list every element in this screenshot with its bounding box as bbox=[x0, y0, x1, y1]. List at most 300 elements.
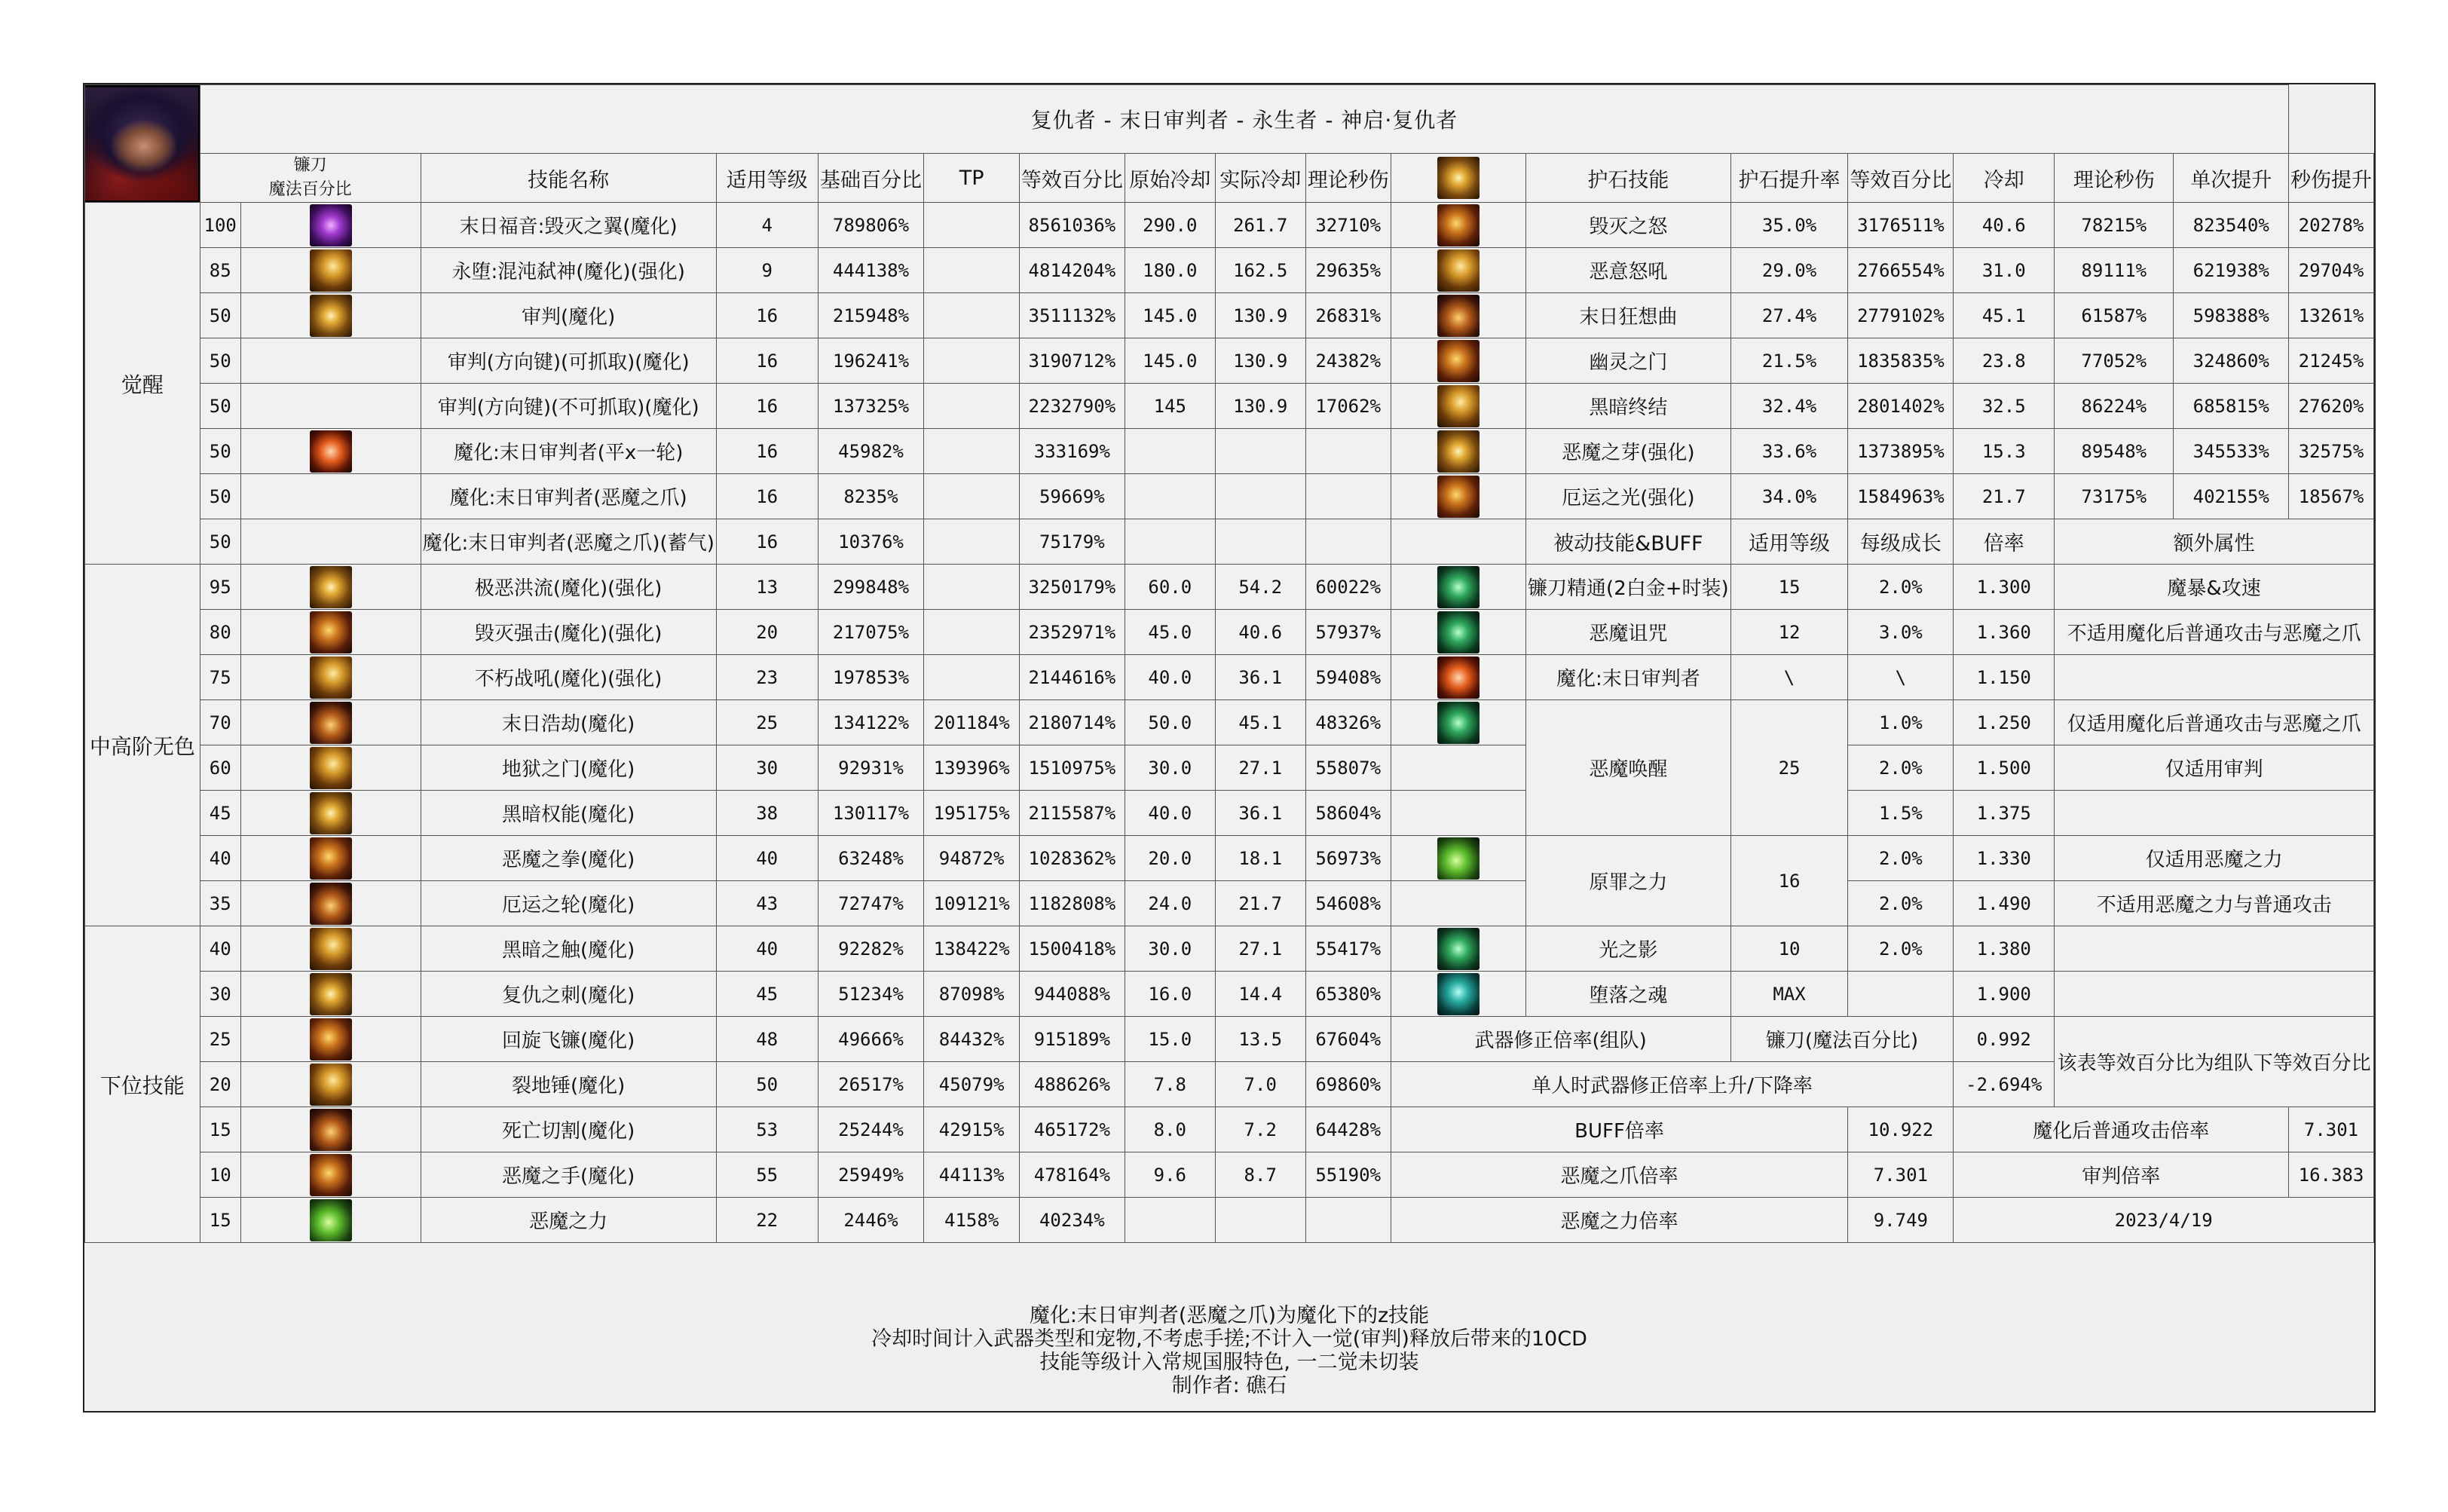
table-row bbox=[85, 926, 2374, 972]
hell-gate-icon bbox=[310, 747, 352, 789]
skill-dps: 67604% bbox=[1305, 1017, 1391, 1062]
passive-extra: 仅适用恶魔之力 bbox=[2055, 836, 2374, 881]
skill-base: 8235% bbox=[818, 474, 924, 519]
skill-tp bbox=[924, 519, 1019, 565]
skill-tp: 87098% bbox=[924, 972, 1019, 1017]
buff-rate-value: 10.922 bbox=[1848, 1107, 1954, 1152]
passive-extra bbox=[2055, 972, 2374, 1017]
demon-awaken-icon bbox=[1437, 702, 1480, 744]
claw-rate-value: 7.301 bbox=[1848, 1152, 1954, 1198]
skill-pct: 10 bbox=[200, 1152, 240, 1198]
claw-rate-label: 恶魔之爪倍率 bbox=[1391, 1152, 1848, 1198]
skill-ocd bbox=[1125, 474, 1215, 519]
skill-dps: 57937% bbox=[1305, 610, 1391, 655]
table-row bbox=[85, 1152, 2374, 1198]
skill-dps: 54608% bbox=[1305, 881, 1391, 926]
rune-gain: 18567% bbox=[2289, 474, 2374, 519]
awakening-wing-icon bbox=[310, 204, 352, 246]
skill-name: 魔化:末日审判者(平x一轮) bbox=[421, 429, 716, 474]
passive-name: 恶魔唤醒 bbox=[1526, 700, 1731, 836]
skill-pct: 50 bbox=[200, 519, 240, 565]
dark-end-icon bbox=[1437, 385, 1480, 427]
skill-dps: 65380% bbox=[1305, 972, 1391, 1017]
skill-ocd: 30.0 bbox=[1125, 745, 1215, 791]
skill-level: 48 bbox=[716, 1017, 818, 1062]
table-row bbox=[85, 1017, 2374, 1062]
skill-pct: 20 bbox=[200, 1062, 240, 1107]
rune-cd: 32.5 bbox=[1954, 384, 2055, 429]
skill-pct: 15 bbox=[200, 1107, 240, 1152]
skill-name: 审判(方向键)(可抓取)(魔化) bbox=[421, 338, 716, 384]
skill-icon-cell bbox=[240, 293, 421, 338]
doom-judge-icon bbox=[310, 430, 352, 473]
skill-rcd: 36.1 bbox=[1215, 791, 1305, 836]
normal-rate-label: 魔化后普通攻击倍率 bbox=[1954, 1107, 2289, 1152]
rune-cd: 15.3 bbox=[1954, 429, 2055, 474]
death-cut-icon bbox=[310, 1109, 352, 1151]
header-skill-name: 技能名称 bbox=[421, 154, 716, 203]
skill-equiv: 2180714% bbox=[1019, 700, 1125, 745]
rune-gain: 21245% bbox=[2289, 338, 2374, 384]
skill-dps bbox=[1305, 1198, 1391, 1243]
passive-extra bbox=[2055, 926, 2374, 972]
skill-pct: 50 bbox=[200, 293, 240, 338]
skill-level: 38 bbox=[716, 791, 818, 836]
evil-flood-icon bbox=[310, 566, 352, 608]
skill-rcd: 27.1 bbox=[1215, 745, 1305, 791]
doom-wheel-icon bbox=[310, 883, 352, 925]
table-row bbox=[85, 519, 2374, 565]
skill-pct: 50 bbox=[200, 429, 240, 474]
passive-growth: 2.0% bbox=[1848, 745, 1954, 791]
passive-level: 12 bbox=[1730, 610, 1848, 655]
skill-rcd: 162.5 bbox=[1215, 248, 1305, 293]
rune-icon-cell bbox=[1391, 429, 1525, 474]
rune-rate: 34.0% bbox=[1730, 474, 1848, 519]
skill-pct: 85 bbox=[200, 248, 240, 293]
rune-name: 毁灭之怒 bbox=[1526, 203, 1731, 248]
skill-level: 43 bbox=[716, 881, 818, 926]
weapon-fix-value: 0.992 bbox=[1954, 1017, 2055, 1062]
rune-gain: 13261% bbox=[2289, 293, 2374, 338]
skill-tp bbox=[924, 384, 1019, 429]
passive-extra: 不适用魔化后普通攻击与恶魔之爪 bbox=[2055, 610, 2374, 655]
skill-icon-cell bbox=[240, 700, 421, 745]
skill-ocd: 9.6 bbox=[1125, 1152, 1215, 1198]
skill-icon-cell bbox=[240, 926, 421, 972]
table-row bbox=[85, 836, 2374, 881]
skill-pct: 25 bbox=[200, 1017, 240, 1062]
rune-single: 402155% bbox=[2174, 474, 2289, 519]
table-row bbox=[85, 655, 2374, 700]
skill-equiv: 478164% bbox=[1019, 1152, 1125, 1198]
skill-icon-cell bbox=[240, 836, 421, 881]
chaos-god-icon bbox=[310, 249, 352, 292]
skill-tp: 94872% bbox=[924, 836, 1019, 881]
rune-dps: 86224% bbox=[2055, 384, 2174, 429]
demonize-icon bbox=[1437, 657, 1480, 699]
skill-ocd bbox=[1125, 519, 1215, 565]
rune-cd: 45.1 bbox=[1954, 293, 2055, 338]
skill-equiv: 3190712% bbox=[1019, 338, 1125, 384]
skill-pct: 40 bbox=[200, 926, 240, 972]
skill-level: 16 bbox=[716, 474, 818, 519]
rune-single: 598388% bbox=[2174, 293, 2289, 338]
header-base-pct: 基础百分比 bbox=[818, 154, 924, 203]
weapon-fix-single-value: -2.694% bbox=[1954, 1062, 2055, 1107]
rune-icon-cell bbox=[1391, 248, 1525, 293]
skill-base: 299848% bbox=[818, 565, 924, 610]
passive-icon-cell bbox=[1391, 610, 1525, 655]
skill-rcd: 130.9 bbox=[1215, 293, 1305, 338]
skill-level: 25 bbox=[716, 700, 818, 745]
skill-ocd: 60.0 bbox=[1125, 565, 1215, 610]
skill-level: 55 bbox=[716, 1152, 818, 1198]
passive-rate: 1.300 bbox=[1954, 565, 2055, 610]
skill-rcd: 130.9 bbox=[1215, 384, 1305, 429]
skill-name: 死亡切割(魔化) bbox=[421, 1107, 716, 1152]
skill-tp: 84432% bbox=[924, 1017, 1019, 1062]
skill-pct: 75 bbox=[200, 655, 240, 700]
rune-emblem-icon bbox=[1437, 157, 1480, 199]
header-tp: TP bbox=[924, 154, 1019, 203]
wrath-icon bbox=[1437, 204, 1480, 246]
passive-icon-cell-empty bbox=[1391, 881, 1525, 926]
skill-equiv: 333169% bbox=[1019, 429, 1125, 474]
table-row bbox=[85, 1062, 2374, 1107]
header-orig-cd: 原始冷却 bbox=[1125, 154, 1215, 203]
skill-table bbox=[84, 84, 2374, 1243]
skill-equiv: 40234% bbox=[1019, 1198, 1125, 1243]
skill-name: 永堕:混沌弑神(魔化)(强化) bbox=[421, 248, 716, 293]
header-rune-single: 单次提升 bbox=[2174, 154, 2289, 203]
skill-icon-cell bbox=[240, 1017, 421, 1062]
skill-dps: 69860% bbox=[1305, 1062, 1391, 1107]
rune-icon-cell bbox=[1391, 384, 1525, 429]
category-low: 下位技能 bbox=[85, 926, 200, 1243]
passive-growth bbox=[1848, 972, 1954, 1017]
skill-base: 92282% bbox=[818, 926, 924, 972]
war-roar-icon bbox=[310, 657, 352, 699]
skill-icon-cell bbox=[240, 1198, 421, 1243]
table-row bbox=[85, 1198, 2374, 1243]
skill-dps: 32710% bbox=[1305, 203, 1391, 248]
skill-equiv: 1028362% bbox=[1019, 836, 1125, 881]
skill-pct: 35 bbox=[200, 881, 240, 926]
passive-rate: 1.375 bbox=[1954, 791, 2055, 836]
skill-name: 黑暗权能(魔化) bbox=[421, 791, 716, 836]
header-theory-dps: 理论秒伤 bbox=[1305, 154, 1391, 203]
rune-gain: 27620% bbox=[2289, 384, 2374, 429]
skill-tp: 109121% bbox=[924, 881, 1019, 926]
skill-rcd: 45.1 bbox=[1215, 700, 1305, 745]
power-rate-label: 恶魔之力倍率 bbox=[1391, 1198, 1848, 1243]
weapon-fix-label: 武器修正倍率(组队) bbox=[1391, 1017, 1730, 1062]
scythe-mastery-icon bbox=[1437, 566, 1480, 608]
dark-touch-icon bbox=[310, 928, 352, 970]
rune-dps: 89548% bbox=[2055, 429, 2174, 474]
skill-ocd: 145.0 bbox=[1125, 338, 1215, 384]
skill-base: 130117% bbox=[818, 791, 924, 836]
header-rune-skill: 护石技能 bbox=[1526, 154, 1731, 203]
skill-ocd: 145.0 bbox=[1125, 293, 1215, 338]
skill-pct: 45 bbox=[200, 791, 240, 836]
skill-name: 末日福音:毁灭之翼(魔化) bbox=[421, 203, 716, 248]
skill-equiv: 2232790% bbox=[1019, 384, 1125, 429]
skill-ocd: 45.0 bbox=[1125, 610, 1215, 655]
sin-power-icon bbox=[1437, 837, 1480, 880]
skill-name: 恶魔之力 bbox=[421, 1198, 716, 1243]
skill-name: 审判(方向键)(不可抓取)(魔化) bbox=[421, 384, 716, 429]
skill-name: 回旋飞镰(魔化) bbox=[421, 1017, 716, 1062]
skill-tp bbox=[924, 565, 1019, 610]
rune-rate: 32.4% bbox=[1730, 384, 1848, 429]
skill-ocd bbox=[1125, 1198, 1215, 1243]
skill-dps: 29635% bbox=[1305, 248, 1391, 293]
table-row bbox=[85, 1107, 2374, 1152]
passive-level: MAX bbox=[1730, 972, 1848, 1017]
skill-rcd bbox=[1215, 1198, 1305, 1243]
passive-rate: 1.150 bbox=[1954, 655, 2055, 700]
passive-extra bbox=[2055, 655, 2374, 700]
skill-dps: 26831% bbox=[1305, 293, 1391, 338]
rune-cd: 31.0 bbox=[1954, 248, 2055, 293]
power-rate-value: 9.749 bbox=[1848, 1198, 1954, 1243]
rune-icon-cell bbox=[1391, 203, 1525, 248]
skill-ocd: 290.0 bbox=[1125, 203, 1215, 248]
skill-ocd: 30.0 bbox=[1125, 926, 1215, 972]
table-row bbox=[85, 791, 2374, 836]
passive-growth: 1.0% bbox=[1848, 700, 1954, 745]
skill-icon-cell bbox=[240, 655, 421, 700]
skill-equiv: 1500418% bbox=[1019, 926, 1125, 972]
skill-icon-cell bbox=[240, 429, 421, 474]
skill-base: 10376% bbox=[818, 519, 924, 565]
roar-icon bbox=[1437, 249, 1480, 292]
skill-tp: 139396% bbox=[924, 745, 1019, 791]
skill-tp bbox=[924, 474, 1019, 519]
skill-tp: 42915% bbox=[924, 1107, 1019, 1152]
judge-rate-value: 16.383 bbox=[2289, 1152, 2374, 1198]
skill-equiv: 2144616% bbox=[1019, 655, 1125, 700]
damage-sheet bbox=[83, 83, 2376, 1413]
skill-pct: 30 bbox=[200, 972, 240, 1017]
doom-calamity-icon bbox=[310, 702, 352, 744]
skill-icon-cell bbox=[240, 745, 421, 791]
skill-pct: 95 bbox=[200, 565, 240, 610]
skill-name: 复仇之刺(魔化) bbox=[421, 972, 716, 1017]
skill-icon-cell bbox=[240, 791, 421, 836]
footer-note: 冷却时间计入武器类型和宠物,不考虑手搓;不计入一觉(审判)释放后带来的10CD bbox=[871, 1327, 1587, 1351]
passive-extra: 仅适用审判 bbox=[2055, 745, 2374, 791]
skill-base: 196241% bbox=[818, 338, 924, 384]
skill-rcd: 7.0 bbox=[1215, 1062, 1305, 1107]
skill-name: 地狱之门(魔化) bbox=[421, 745, 716, 791]
skill-ocd: 8.0 bbox=[1125, 1107, 1215, 1152]
table-row bbox=[85, 745, 2374, 791]
skill-base: 134122% bbox=[818, 700, 924, 745]
rune-rate: 33.6% bbox=[1730, 429, 1848, 474]
passive-growth: \ bbox=[1848, 655, 1954, 700]
skill-pct: 50 bbox=[200, 384, 240, 429]
rune-equiv: 3176511% bbox=[1848, 203, 1954, 248]
dark-scepter-icon bbox=[310, 792, 352, 834]
fallen-soul-icon bbox=[1437, 973, 1480, 1015]
skill-base: 444138% bbox=[818, 248, 924, 293]
rune-rate: 27.4% bbox=[1730, 293, 1848, 338]
skill-icon-cell bbox=[240, 1152, 421, 1198]
skill-equiv: 2115587% bbox=[1019, 791, 1125, 836]
skill-level: 22 bbox=[716, 1198, 818, 1243]
passive-growth: 1.5% bbox=[1848, 791, 1954, 836]
weapon-fix-type: 镰刀(魔法百分比) bbox=[1730, 1017, 1954, 1062]
skill-name: 不朽战吼(魔化)(强化) bbox=[421, 655, 716, 700]
skill-level: 23 bbox=[716, 655, 818, 700]
skill-dps: 56973% bbox=[1305, 836, 1391, 881]
rune-icon-cell bbox=[1391, 338, 1525, 384]
skill-name: 末日浩劫(魔化) bbox=[421, 700, 716, 745]
passive-rate: 1.330 bbox=[1954, 836, 2055, 881]
skill-icon-cell bbox=[240, 881, 421, 926]
doom-light-icon bbox=[1437, 476, 1480, 518]
rhapsody-icon bbox=[1437, 295, 1480, 337]
rune-name: 幽灵之门 bbox=[1526, 338, 1731, 384]
skill-name: 恶魔之手(魔化) bbox=[421, 1152, 716, 1198]
passive-level: 10 bbox=[1730, 926, 1848, 972]
skill-pct: 50 bbox=[200, 474, 240, 519]
rune-gain: 29704% bbox=[2289, 248, 2374, 293]
passive-icon-cell bbox=[1391, 972, 1525, 1017]
skill-tp bbox=[924, 293, 1019, 338]
skill-level: 40 bbox=[716, 836, 818, 881]
skill-tp: 44113% bbox=[924, 1152, 1019, 1198]
skill-level: 16 bbox=[716, 384, 818, 429]
skill-base: 197853% bbox=[818, 655, 924, 700]
skill-level: 50 bbox=[716, 1062, 818, 1107]
skill-pct: 15 bbox=[200, 1198, 240, 1243]
demon-hand-icon bbox=[310, 1154, 352, 1196]
demon-curse-icon bbox=[1437, 611, 1480, 653]
footer-note: 技能等级计入常规国服特色, 一二觉未切装 bbox=[1039, 1351, 1419, 1374]
skill-icon-cell bbox=[240, 248, 421, 293]
skill-rcd: 27.1 bbox=[1215, 926, 1305, 972]
passive-level: 15 bbox=[1730, 565, 1848, 610]
skill-level: 16 bbox=[716, 338, 818, 384]
skill-dps: 24382% bbox=[1305, 338, 1391, 384]
skill-level: 53 bbox=[716, 1107, 818, 1152]
table-row bbox=[85, 972, 2374, 1017]
skill-base: 26517% bbox=[818, 1062, 924, 1107]
skill-icon-cell bbox=[240, 565, 421, 610]
skill-name: 魔化:末日审判者(恶魔之爪) bbox=[421, 474, 716, 519]
rune-single: 345533% bbox=[2174, 429, 2289, 474]
skill-dps: 55807% bbox=[1305, 745, 1391, 791]
skill-tp: 4158% bbox=[924, 1198, 1019, 1243]
passive-level: 25 bbox=[1730, 700, 1848, 836]
header-passive-skill: 被动技能&BUFF bbox=[1526, 519, 1731, 565]
skill-base: 63248% bbox=[818, 836, 924, 881]
skill-dps: 48326% bbox=[1305, 700, 1391, 745]
demon-power-icon bbox=[310, 1199, 352, 1241]
passive-icon-cell bbox=[1391, 926, 1525, 972]
passive-icon-cell-empty bbox=[1391, 745, 1525, 791]
rune-cd: 23.8 bbox=[1954, 338, 2055, 384]
header-rune-dps: 理论秒伤 bbox=[2055, 154, 2174, 203]
rune-dps: 78215% bbox=[2055, 203, 2174, 248]
header-equiv-pct: 等效百分比 bbox=[1019, 154, 1125, 203]
rune-name: 厄运之光(强化) bbox=[1526, 474, 1731, 519]
weapon-fix-single-label: 单人时武器修正倍率上升/下降率 bbox=[1391, 1062, 1954, 1107]
skill-rcd: 7.2 bbox=[1215, 1107, 1305, 1152]
skill-equiv: 915189% bbox=[1019, 1017, 1125, 1062]
passive-name: 镰刀精通(2白金+时装) bbox=[1526, 565, 1731, 610]
skill-dps: 64428% bbox=[1305, 1107, 1391, 1152]
ground-hammer-icon bbox=[310, 1064, 352, 1106]
skill-icon-cell-empty bbox=[240, 474, 421, 519]
header-weapon-pct: 镰刀 魔法百分比 bbox=[200, 154, 421, 203]
passive-icon-cell bbox=[1391, 565, 1525, 610]
skill-level: 20 bbox=[716, 610, 818, 655]
buff-rate-label: BUFF倍率 bbox=[1391, 1107, 1848, 1152]
passive-icon-cell bbox=[1391, 655, 1525, 700]
rune-equiv: 1373895% bbox=[1848, 429, 1954, 474]
passive-extra: 不适用恶魔之力与普通攻击 bbox=[2055, 881, 2374, 926]
rune-name: 黑暗终结 bbox=[1526, 384, 1731, 429]
skill-rcd: 54.2 bbox=[1215, 565, 1305, 610]
header-rune-equiv: 等效百分比 bbox=[1848, 154, 1954, 203]
skill-ocd: 40.0 bbox=[1125, 791, 1215, 836]
passive-name: 恶魔诅咒 bbox=[1526, 610, 1731, 655]
skill-pct: 50 bbox=[200, 338, 240, 384]
rune-header-icon-cell bbox=[1391, 154, 1525, 203]
skill-equiv: 2352971% bbox=[1019, 610, 1125, 655]
skill-base: 25244% bbox=[818, 1107, 924, 1152]
passive-header-icon-cell bbox=[1391, 519, 1525, 565]
sheet-date: 2023/4/19 bbox=[1954, 1198, 2374, 1243]
skill-name: 裂地锤(魔化) bbox=[421, 1062, 716, 1107]
header-passive-rate: 倍率 bbox=[1954, 519, 2055, 565]
skill-base: 72747% bbox=[818, 881, 924, 926]
skill-level: 30 bbox=[716, 745, 818, 791]
skill-icon-cell-empty bbox=[240, 338, 421, 384]
skill-tp bbox=[924, 429, 1019, 474]
skill-pct: 40 bbox=[200, 836, 240, 881]
skill-level: 16 bbox=[716, 429, 818, 474]
skill-ocd: 7.8 bbox=[1125, 1062, 1215, 1107]
header-real-cd: 实际冷却 bbox=[1215, 154, 1305, 203]
rune-single: 324860% bbox=[2174, 338, 2289, 384]
skill-base: 25949% bbox=[818, 1152, 924, 1198]
passive-rate: 1.900 bbox=[1954, 972, 2055, 1017]
rune-rate: 21.5% bbox=[1730, 338, 1848, 384]
ghost-gate-icon bbox=[1437, 340, 1480, 382]
sheet-title: 复仇者 - 末日审判者 - 永生者 - 神启·复仇者 bbox=[200, 85, 2288, 154]
table-row bbox=[85, 338, 2374, 384]
skill-ocd bbox=[1125, 429, 1215, 474]
rune-dps: 89111% bbox=[2055, 248, 2174, 293]
skill-tp: 138422% bbox=[924, 926, 1019, 972]
skill-equiv: 8561036% bbox=[1019, 203, 1125, 248]
skill-equiv: 75179% bbox=[1019, 519, 1125, 565]
skill-tp bbox=[924, 338, 1019, 384]
skill-equiv: 59669% bbox=[1019, 474, 1125, 519]
rune-equiv: 1835835% bbox=[1848, 338, 1954, 384]
demon-bud-icon bbox=[1437, 430, 1480, 473]
skill-base: 137325% bbox=[818, 384, 924, 429]
table-row bbox=[85, 293, 2374, 338]
vengeance-thorn-icon bbox=[310, 973, 352, 1015]
passive-name: 堕落之魂 bbox=[1526, 972, 1731, 1017]
